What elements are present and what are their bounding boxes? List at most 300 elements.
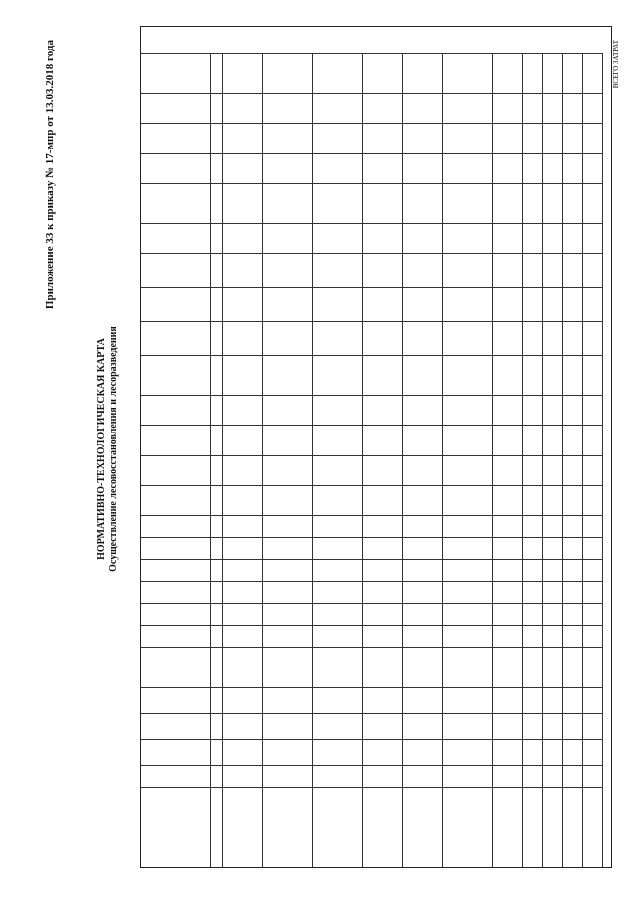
table-cell: [223, 321, 263, 355]
table-cell: [313, 223, 363, 253]
table-cell: [363, 581, 403, 603]
table-cell: [211, 581, 223, 603]
table-cell: [363, 53, 403, 93]
table-cell: [363, 515, 403, 537]
table-cell: [523, 223, 543, 253]
table-cell: [543, 123, 563, 153]
table-cell: [543, 787, 563, 867]
table-cell: [493, 647, 523, 687]
table-cell: [583, 515, 603, 537]
table-cell: [443, 153, 493, 183]
table-cell: [141, 321, 211, 355]
table-cell: [443, 625, 493, 647]
table-cell: [493, 739, 523, 765]
table-cell: [543, 455, 563, 485]
table-cell: [263, 153, 313, 183]
table-cell: [523, 603, 543, 625]
table-cell: [543, 53, 563, 93]
table-cell: [403, 425, 443, 455]
table-cell: [141, 515, 211, 537]
table-cell: [211, 485, 223, 515]
table-cell: [493, 355, 523, 395]
table-cell: [403, 223, 443, 253]
table-cell: [141, 223, 211, 253]
table-cell: [211, 647, 223, 687]
table-cell: [141, 355, 211, 395]
table-cell: [583, 93, 603, 123]
table-cell: [443, 287, 493, 321]
table-cell: [313, 183, 363, 223]
total-label: ВСЕГО ЗАТРАТ: [612, 40, 620, 89]
table-cell: [403, 687, 443, 713]
table-cell: [403, 321, 443, 355]
table-cell: [563, 559, 583, 581]
table-cell: [313, 321, 363, 355]
table-cell: [363, 687, 403, 713]
table-cell: [543, 581, 563, 603]
table-cell: [403, 647, 443, 687]
table-cell: [313, 485, 363, 515]
table-cell: [313, 647, 363, 687]
table-cell: [523, 93, 543, 123]
table-cell: [523, 687, 543, 713]
table-cell: [363, 223, 403, 253]
table-cell: [443, 425, 493, 455]
table-cell: [363, 153, 403, 183]
table-cell: [263, 603, 313, 625]
table-cell: [583, 153, 603, 183]
table-cell: [211, 153, 223, 183]
table-cell: [403, 183, 443, 223]
table-cell: [523, 787, 543, 867]
table-cell: [403, 581, 443, 603]
table-cell: [403, 485, 443, 515]
table-cell: [263, 581, 313, 603]
table-cell: [443, 455, 493, 485]
table-cell: [141, 53, 211, 93]
table-cell: [363, 455, 403, 485]
table-cell: [563, 355, 583, 395]
table-cell: [403, 765, 443, 787]
table-cell: [493, 93, 523, 123]
table-cell: [563, 625, 583, 647]
table-cell: [563, 713, 583, 739]
table-cell: [443, 123, 493, 153]
table-cell: [211, 287, 223, 321]
table-cell: [313, 787, 363, 867]
table-cell: [493, 455, 523, 485]
table-cell: [563, 425, 583, 455]
table-cell: [523, 625, 543, 647]
table-cell: [493, 687, 523, 713]
table-cell: [563, 321, 583, 355]
table-cell: [563, 183, 583, 223]
table-cell: [211, 93, 223, 123]
table-cell: [543, 647, 563, 687]
table-cell: [443, 183, 493, 223]
table-cell: [141, 287, 211, 321]
table-cell: [223, 395, 263, 425]
table-cell: [141, 485, 211, 515]
table-cell: [363, 395, 403, 425]
table-cell: [211, 515, 223, 537]
table-cell: [141, 581, 211, 603]
table-cell: [141, 455, 211, 485]
table-cell: [223, 123, 263, 153]
table-cell: [263, 537, 313, 559]
table-cell: [403, 355, 443, 395]
table-cell: [523, 537, 543, 559]
title-block: [96, 0, 120, 898]
table-cell: [211, 321, 223, 355]
table-cell: [493, 765, 523, 787]
table-cell: [543, 321, 563, 355]
table-cell: [443, 253, 493, 287]
table-cell: [363, 537, 403, 559]
table-cell: [523, 123, 543, 153]
table-cell: [443, 603, 493, 625]
table-cell: [523, 739, 543, 765]
table-cell: [313, 455, 363, 485]
table-cell: [563, 93, 583, 123]
table-cell: [313, 53, 363, 93]
table-cell: [263, 123, 313, 153]
table-cell: [523, 581, 543, 603]
table-cell: [313, 153, 363, 183]
table-cell: [563, 765, 583, 787]
table-cell: [583, 787, 603, 867]
table-cell: [263, 687, 313, 713]
table-cell: [583, 625, 603, 647]
table-cell: [223, 625, 263, 647]
table-cell: [583, 183, 603, 223]
table-cell: [543, 515, 563, 537]
table-cell: [543, 559, 563, 581]
table-cell: [313, 537, 363, 559]
table-cell: [223, 455, 263, 485]
table-cell: [403, 787, 443, 867]
table-cell: [223, 713, 263, 739]
table-cell: [583, 485, 603, 515]
table-cell: [563, 581, 583, 603]
table-cell: [223, 647, 263, 687]
table-cell: [563, 515, 583, 537]
table-cell: [141, 123, 211, 153]
table-cell: [543, 537, 563, 559]
table-cell: [493, 485, 523, 515]
table-cell: [543, 223, 563, 253]
table-cell: [583, 559, 603, 581]
table-cell: [313, 581, 363, 603]
table-cell: [403, 625, 443, 647]
table-cell: [443, 515, 493, 537]
table-cell: [493, 253, 523, 287]
table-cell: [493, 321, 523, 355]
table-cell: [211, 253, 223, 287]
table-cell: [211, 395, 223, 425]
table-cell: [313, 395, 363, 425]
table-cell: [363, 765, 403, 787]
table-cell: [263, 787, 313, 867]
table-cell: [493, 581, 523, 603]
table-cell: [493, 395, 523, 425]
table-cell: [493, 559, 523, 581]
table-cell: [263, 395, 313, 425]
table-cell: [403, 559, 443, 581]
table-cell: [443, 395, 493, 425]
table-cell: [543, 687, 563, 713]
table-cell: [523, 395, 543, 425]
table-cell: [223, 537, 263, 559]
table-cell: [443, 713, 493, 739]
table-cell: [493, 123, 523, 153]
table-cell: [583, 687, 603, 713]
table-cell: [211, 625, 223, 647]
table-cell: [403, 123, 443, 153]
table-cell: [211, 739, 223, 765]
table-cell: [583, 425, 603, 455]
table-cell: [443, 53, 493, 93]
table-cell: [493, 625, 523, 647]
table-cell: [543, 425, 563, 455]
table-cell: [363, 485, 403, 515]
table-cell: [403, 537, 443, 559]
table-cell: [141, 93, 211, 123]
table-cell: [363, 739, 403, 765]
table-cell: [493, 537, 523, 559]
table-cell: [403, 153, 443, 183]
table-cell: [583, 603, 603, 625]
table-cell: [493, 787, 523, 867]
table-cell: [223, 53, 263, 93]
table-cell: [543, 395, 563, 425]
table-cell: [211, 183, 223, 223]
table-cell: [523, 765, 543, 787]
table-cell: [211, 765, 223, 787]
cost-table: [140, 26, 612, 868]
table-cell: [363, 253, 403, 287]
table-cell: [141, 765, 211, 787]
table-cell: [223, 355, 263, 395]
table-cell: [443, 321, 493, 355]
table-cell: [263, 515, 313, 537]
table-cell: [403, 253, 443, 287]
table-cell: [363, 183, 403, 223]
table-cell: [313, 425, 363, 455]
table-cell: [263, 93, 313, 123]
table-cell: [543, 93, 563, 123]
table-cell: [493, 425, 523, 455]
table-cell: [583, 287, 603, 321]
table-cell: [223, 687, 263, 713]
table-cell: [223, 787, 263, 867]
table-cell: [363, 647, 403, 687]
table-cell: [263, 455, 313, 485]
table-cell: [403, 713, 443, 739]
table-cell: [403, 739, 443, 765]
table-cell: [363, 559, 403, 581]
table-cell: [223, 581, 263, 603]
table-cell: [313, 625, 363, 647]
table-cell: [583, 355, 603, 395]
table-cell: [523, 515, 543, 537]
table-cell: [263, 287, 313, 321]
table-cell: [263, 647, 313, 687]
table-cell: [563, 53, 583, 93]
title-line-1: НОРМАТИВНО-ТЕХНОЛОГИЧЕСКАЯ КАРТА: [96, 338, 107, 560]
table-cell: [313, 123, 363, 153]
table-cell: [583, 739, 603, 765]
table-cell: [563, 537, 583, 559]
table-cell: [211, 355, 223, 395]
table-cell: [443, 765, 493, 787]
table-cell: [583, 395, 603, 425]
table-cell: [563, 123, 583, 153]
table-cell: [141, 739, 211, 765]
title-line-2: Осуществление лесовосстановления и лесоразведения: [108, 326, 119, 572]
table-cell: [211, 787, 223, 867]
table-cell: [141, 425, 211, 455]
table-cell: [493, 713, 523, 739]
table-cell: [263, 559, 313, 581]
table-cell: [523, 455, 543, 485]
table-cell: [443, 739, 493, 765]
table-cell: [211, 53, 223, 93]
table-cell: [403, 603, 443, 625]
table-cell: [563, 647, 583, 687]
table-cell: [583, 713, 603, 739]
table-cell: [563, 687, 583, 713]
table-cell: [543, 625, 563, 647]
table-cell: [141, 559, 211, 581]
table-cell: [211, 425, 223, 455]
table-cell: [223, 183, 263, 223]
table-cell: [583, 223, 603, 253]
table-cell: [211, 537, 223, 559]
table-cell: [563, 287, 583, 321]
table-cell: [583, 765, 603, 787]
table-cell: [313, 687, 363, 713]
table-cell: [523, 647, 543, 687]
table-cell: [543, 603, 563, 625]
table-cell: [211, 559, 223, 581]
table-cell: [403, 455, 443, 485]
table-cell: [313, 515, 363, 537]
table-cell: [263, 765, 313, 787]
table-cell: [363, 123, 403, 153]
table-cell: [211, 123, 223, 153]
table-cell: [141, 153, 211, 183]
table-cell: [523, 425, 543, 455]
table-cell: [223, 223, 263, 253]
table-cell: [493, 515, 523, 537]
table-cell: [263, 739, 313, 765]
table-cell: [141, 647, 211, 687]
table-cell: [493, 223, 523, 253]
table-cell: [263, 485, 313, 515]
table-cell: [363, 787, 403, 867]
table-cell: [583, 581, 603, 603]
table-cell: [313, 287, 363, 321]
table-cell: [223, 739, 263, 765]
table-cell: [543, 713, 563, 739]
table-cell: [223, 765, 263, 787]
table-cell: [211, 687, 223, 713]
table-cell: [141, 537, 211, 559]
table-cell: [363, 713, 403, 739]
table-cell: [443, 223, 493, 253]
table-cell: [403, 53, 443, 93]
table-cell: [363, 93, 403, 123]
table-cell: [141, 787, 211, 867]
table-cell: [583, 455, 603, 485]
table-cell: [523, 253, 543, 287]
table-cell: [141, 253, 211, 287]
table-cell: [443, 93, 493, 123]
table-cell: [523, 355, 543, 395]
table-cell: [363, 355, 403, 395]
table-cell: [543, 253, 563, 287]
table-cell: [263, 713, 313, 739]
table-cell: [223, 485, 263, 515]
table-cell: [223, 93, 263, 123]
appendix-note: Приложение 33 к приказу № 17-мпр от 13.03.2018 года: [44, 40, 56, 310]
table-cell: [443, 485, 493, 515]
table-cell: [543, 355, 563, 395]
table-cell: [313, 603, 363, 625]
table-cell: [313, 765, 363, 787]
table-cell: [523, 287, 543, 321]
table-cell: [543, 739, 563, 765]
table-cell: [563, 253, 583, 287]
table-cell: [363, 425, 403, 455]
table-cell: [403, 395, 443, 425]
table-cell: [583, 537, 603, 559]
table-cell: [563, 455, 583, 485]
table-cell: [263, 625, 313, 647]
table-cell: [141, 713, 211, 739]
table-cell: [263, 355, 313, 395]
table-cell: [211, 603, 223, 625]
table-cell: [223, 287, 263, 321]
table-cell: [141, 395, 211, 425]
table-cell: [493, 603, 523, 625]
table-cell: [523, 559, 543, 581]
table-cell: [313, 253, 363, 287]
table-cell: [313, 93, 363, 123]
table-cell: [141, 183, 211, 223]
table-cell: [313, 355, 363, 395]
table-cell: [523, 183, 543, 223]
table-cell: [543, 765, 563, 787]
table-cell: [141, 687, 211, 713]
table-cell: [223, 253, 263, 287]
table-cell: [263, 223, 313, 253]
table-cell: [211, 713, 223, 739]
table-cell: [493, 287, 523, 321]
table-cell: [523, 53, 543, 93]
table-cell: [583, 253, 603, 287]
table-cell: [141, 603, 211, 625]
table-cell: [211, 223, 223, 253]
table-cell: [523, 485, 543, 515]
table-cell: [583, 123, 603, 153]
table-cell: [563, 395, 583, 425]
table-cell: [493, 53, 523, 93]
table-cell: [263, 425, 313, 455]
table-cell: [443, 581, 493, 603]
table-cell: [563, 223, 583, 253]
